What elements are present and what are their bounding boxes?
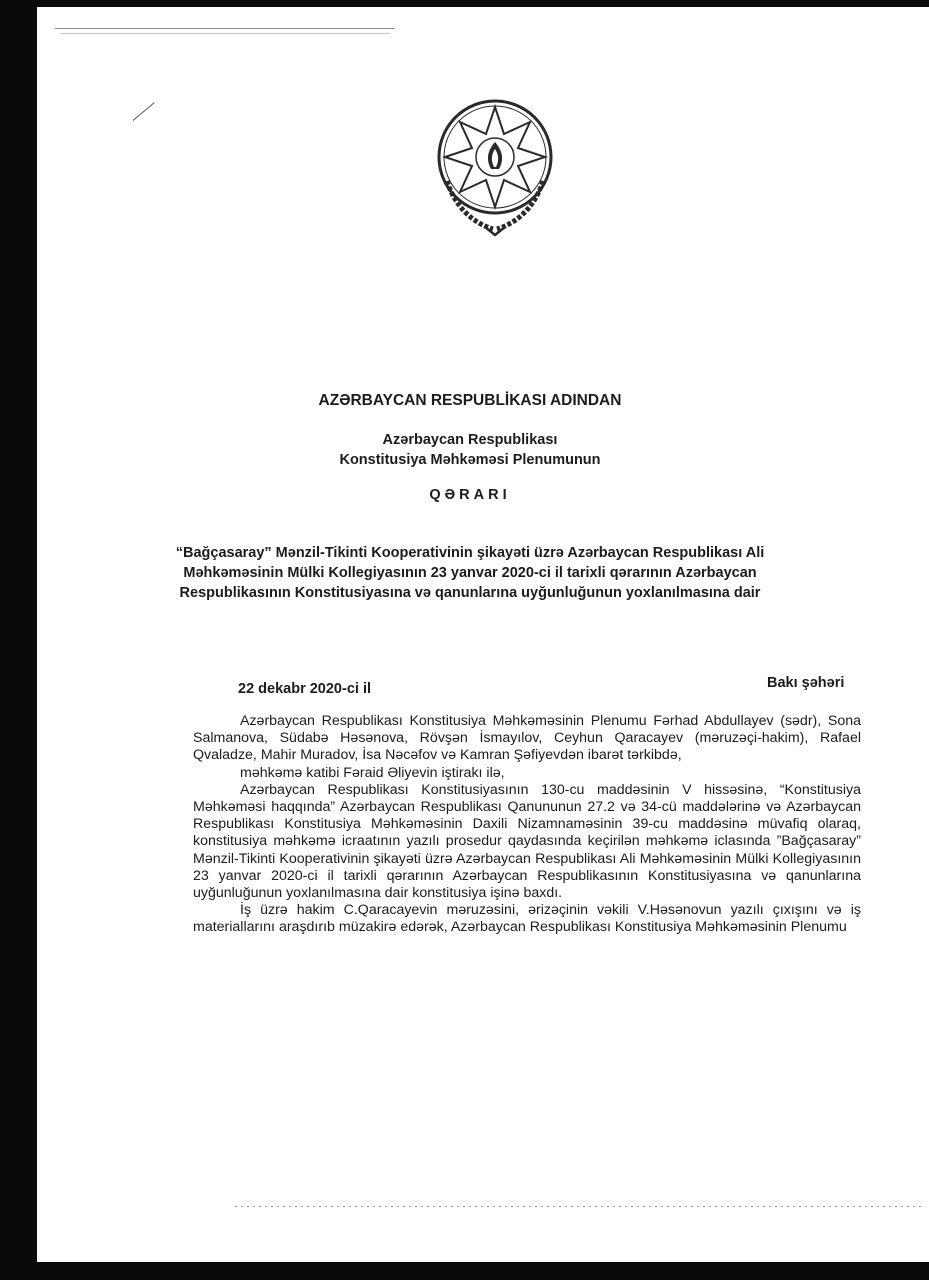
decision-label: QƏRARI [429, 487, 511, 503]
decision-body [193, 713, 861, 937]
decision-date: 22 dekabr 2020-ci il [238, 681, 371, 697]
paragraph: məhkəmə katibi Fəraid Əliyevin iştirakı ilə, [240, 764, 505, 781]
court-name [170, 430, 770, 470]
state-emblem-icon [433, 97, 557, 237]
scan-border-bottom [0, 1262, 929, 1280]
paragraph: İş üzrə hakim C.Qaracayevin məruzəsini, ərizəçinin vəkili V.Həsənovun yazılı çıxışını və iş materiallarını araşdırıb müzakirə edərək, Azərbaycan Respublikası Konstitusiya Məhkəməsinin Plenumu [193, 902, 861, 936]
scan-dotted-line [235, 1206, 925, 1207]
decision-city: Bakı şəhəri [767, 675, 845, 691]
court-line-2: Konstitusiya Məhkəməsi Plenumunun [339, 452, 601, 468]
scan-edge-line [60, 33, 390, 34]
scan-edge-line [55, 28, 395, 29]
scan-border-top [0, 0, 929, 7]
decision-subject: “Bağçasaray” Mənzil-Tikinti Kooperativinin şikayəti üzrə Azərbaycan Respublikası Ali Məhkəməsinin Mülki Kollegiyasının 23 yanvar 2020-ci il tarixli qərarının Azərbaycan Respublikasının Konstitusiyasına və qanunlarına uyğunluğunun yoxlanılmasına dair [175, 545, 765, 601]
scan-mark [133, 102, 155, 121]
document-title: AZƏRBAYCAN RESPUBLİKASI ADINDAN [318, 392, 622, 409]
scan-border-left [0, 0, 37, 1280]
paragraph: Azərbaycan Respublikası Konstitusiyasının 130-cu maddəsinin V hissəsinə, “Konstitusiya Məhkəməsi haqqında” Azərbaycan Respublikası Qanununun 27.2 və 34-cü maddələrinə və Azərbaycan Respublikası Konstitusiya Məhkəməsinin Daxili Nizamnaməsinin 39-cu maddəsinə müvafiq olaraq, konstitusiya məhkəmə icraatının yazılı prosedur qaydasında keçirilən məhkəmə iclasında ”Bağçasaray” Mənzil-Tikinti Kooperativinin şikayəti üzrə Azərbaycan Respublikası Ali Məhkəməsinin Mülki Kollegiyasının 23 yanvar 2020-ci il tarixli qərarının Azərbaycan Respublikasının Konstitusiyasına və qanunlarına uyğunluğunun yoxlanılmasına dair konstitusiya işinə baxdı. [193, 781, 861, 902]
paragraph: Azərbaycan Respublikası Konstitusiya Məhkəməsinin Plenumu Fərhad Abdullayev (sədr), Sona Salmanova, Südabə Həsənova, Rövşən İsmayılov, Ceyhun Qaracayev (məruzəçi-hakim), Rafael Qvaladze, Mahir Muradov, İsa Nəcəfov və Kamran Şəfiyevdən ibarət tərkibdə, [193, 713, 861, 764]
court-line-1: Azərbaycan Respublikası [382, 432, 558, 448]
